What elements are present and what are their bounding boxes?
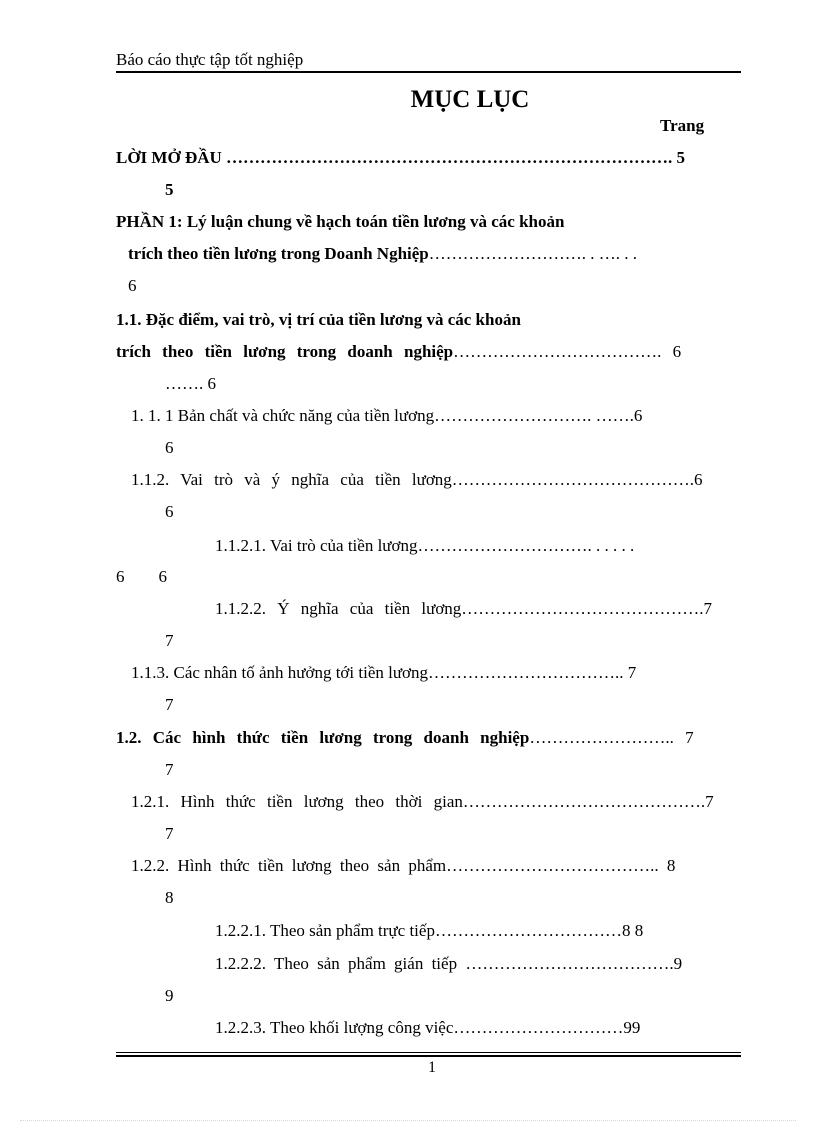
toc-page-number: 7 (165, 631, 174, 650)
toc-title: trích theo tiền lương trong doanh nghiệp (116, 342, 454, 361)
toc-line: 1. 1. 1 Bản chất và chức năng của tiền lương………………………. …….6 (131, 406, 643, 425)
toc-title: trích theo tiền lương trong Doanh Nghiệp (128, 244, 429, 263)
toc-line (116, 728, 694, 748)
toc-line: 1.1.3. Các nhân tố ảnh hưởng tới tiền lương…………………………….. 7 (131, 663, 637, 682)
toc-line: 1.2.1. Hình thức tiền lương theo thời gian…………………………………….7 (131, 792, 714, 811)
toc-page-number: 6 (165, 502, 174, 521)
toc-line: 1.2.2.2. Theo sản phẩm gián tiếp ……………………………….9 (215, 954, 683, 973)
toc-line: 1.1.2. Vai trò và ý nghĩa của tiền lương…………………………………….6 (131, 470, 703, 489)
toc-line: 1.2.2. Hình thức tiền lương theo sản phẩm……………………………….. 8 (131, 856, 676, 875)
toc-line (128, 244, 637, 264)
toc-page-number: ……. 6 (165, 374, 216, 393)
toc-line: 1.2.2.1. Theo sản phẩm trực tiếp……………………………8 8 (215, 921, 644, 940)
page-number: 1 (428, 1059, 436, 1076)
toc-line: 1.1.2.1. Vai trò của tiền lương…………………………. . . . . . (215, 536, 635, 555)
toc-leader: ………………………. . …. . . (428, 244, 638, 263)
toc-page-number: 5 (165, 180, 174, 199)
toc-page-number: 6 6 (116, 567, 167, 586)
running-header: Báo cáo thực tập tốt nghiệp (116, 50, 304, 69)
footer-rule (116, 1052, 741, 1053)
toc-page-number: 7 (165, 760, 174, 779)
header-rule (116, 71, 741, 73)
toc-page-number: 6 (165, 438, 174, 457)
toc-line (116, 342, 681, 362)
page-title: MỤC LỤC (410, 86, 530, 113)
toc-leader: ………………………………. 6 (453, 342, 682, 361)
toc-page-number: 8 (165, 888, 174, 907)
toc-line: 1.2.2.3. Theo khối lượng công việc…………………………99 (215, 1018, 641, 1037)
page-edge-divider (20, 1120, 796, 1121)
toc-page-number: 7 (165, 695, 174, 714)
page-column-label: Trang (660, 116, 705, 135)
footer-rule (116, 1055, 741, 1057)
toc-page-number: 7 (165, 824, 174, 843)
toc-line: LỜI MỞ ĐẦU ……………………………………………………………………. 5 (116, 148, 686, 167)
toc-line: 1.1.2.2. Ý nghĩa của tiền lương…………………………………….7 (215, 599, 713, 618)
toc-line: PHẦN 1: Lý luận chung về hạch toán tiền lương và các khoản (116, 212, 565, 231)
toc-leader: …………………….. 7 (529, 728, 694, 747)
toc-line: 1.1. Đặc điểm, vai trò, vị trí của tiền lương và các khoản (116, 310, 521, 329)
toc-page-number: 6 (128, 276, 137, 295)
toc-page-number: 9 (165, 986, 174, 1005)
toc-title: 1.2. Các hình thức tiền lương trong doanh nghiệp (116, 728, 530, 747)
